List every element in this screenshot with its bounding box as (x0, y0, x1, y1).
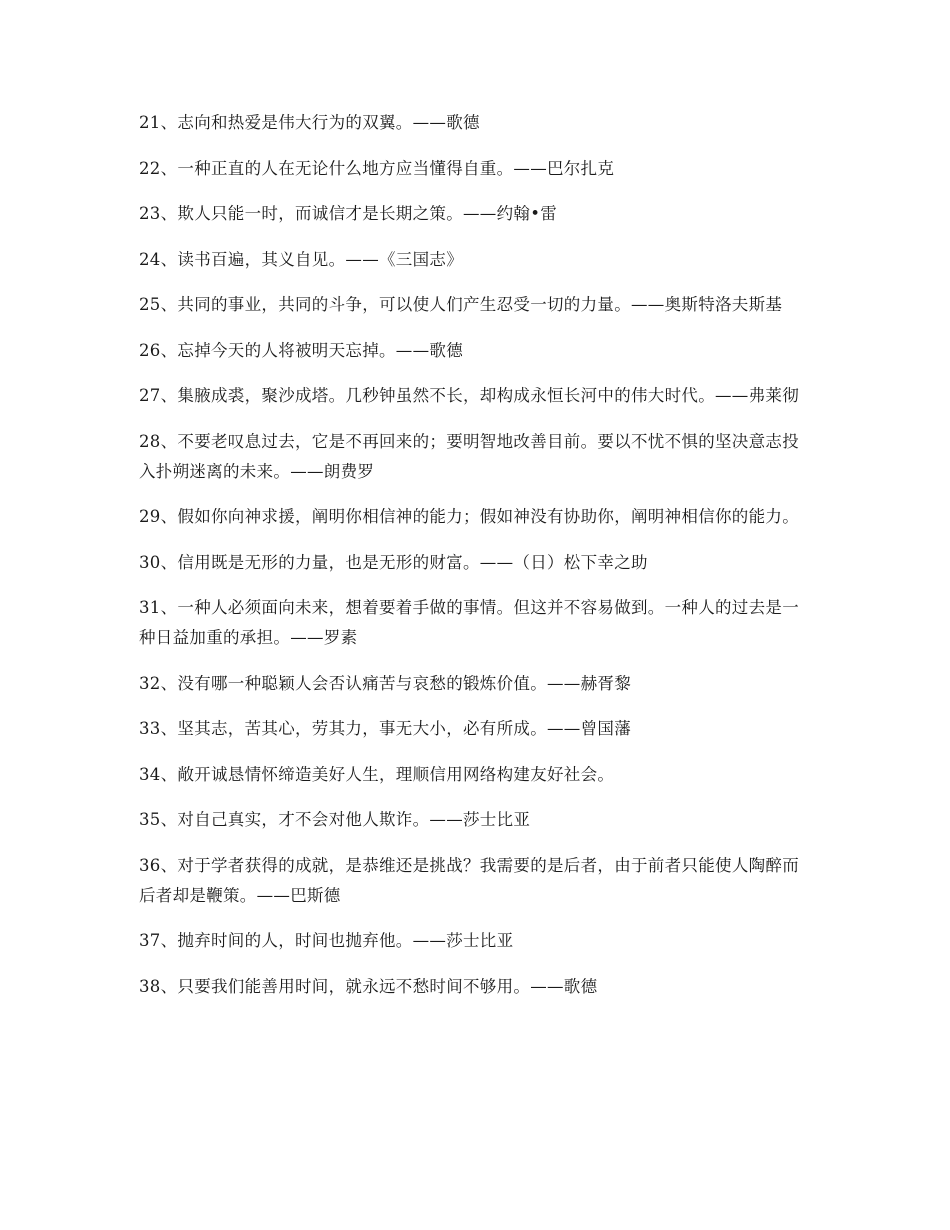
quote-item: 24、读书百遍，其义自见。——《三国志》 (139, 249, 463, 269)
quote-item: 26、忘掉今天的人将被明天忘掉。——歌德 (139, 340, 463, 360)
quote-item: 34、敞开诚恳情怀缔造美好人生，理顺信用网络构建友好社会。 (139, 764, 615, 784)
quote-item: 33、坚其志，苦其心，劳其力，事无大小，必有所成。——曾国藩 (139, 719, 631, 738)
quote-item: 32、没有哪一种聪颖人会否认痛苦与哀愁的锻炼价值。——赫胥黎 (139, 673, 631, 693)
quote-item: 36、对于学者获得的成就，是恭维还是挑战？我需要的是后者，由于前者只能使人陶醉而后者却是鞭策。——巴斯德 (139, 855, 799, 905)
quote-item: 29、假如你向神求援，阐明你相信神的能力；假如神没有协助你，阐明神相信你的能力。 (139, 507, 799, 526)
quote-item: 31、一种人必须面向未来，想着要着手做的事情。但这并不容易做到。一种人的过去是一种日益加重的承担。——罗素 (139, 598, 799, 647)
quote-item: 35、对自己真实，才不会对他人欺诈。——莎士比亚 (139, 810, 531, 829)
quote-item: 27、集腋成裘，聚沙成塔。几秒钟虽然不长，却构成永恒长河中的伟大时代。——弗莱彻 (139, 386, 799, 405)
quote-item: 28、不要老叹息过去，它是不再回来的；要明智地改善目前。要以不忧不惧的坚决意志投入扑朔迷离的未来。——朗费罗 (139, 431, 799, 481)
quote-item: 37、抛弃时间的人，时间也抛弃他。——莎士比亚 (139, 931, 514, 950)
quote-item: 22、一种正直的人在无论什么地方应当懂得自重。——巴尔扎克 (139, 158, 615, 178)
quote-item: 38、只要我们能善用时间，就永远不愁时间不够用。——歌德 (139, 976, 598, 996)
quote-item: 30、信用既是无形的力量，也是无形的财富。——（日）松下幸之助 (139, 552, 648, 572)
quote-item: 25、共同的事业，共同的斗争，可以使人们产生忍受一切的力量。——奥斯特洛夫斯基 (139, 295, 783, 314)
quote-item: 21、志向和热爱是伟大行为的双翼。——歌德 (139, 113, 480, 132)
quote-list (139, 108, 809, 1017)
quote-item: 23、欺人只能一时，而诚信才是长期之策。——约翰•雷 (139, 204, 558, 223)
